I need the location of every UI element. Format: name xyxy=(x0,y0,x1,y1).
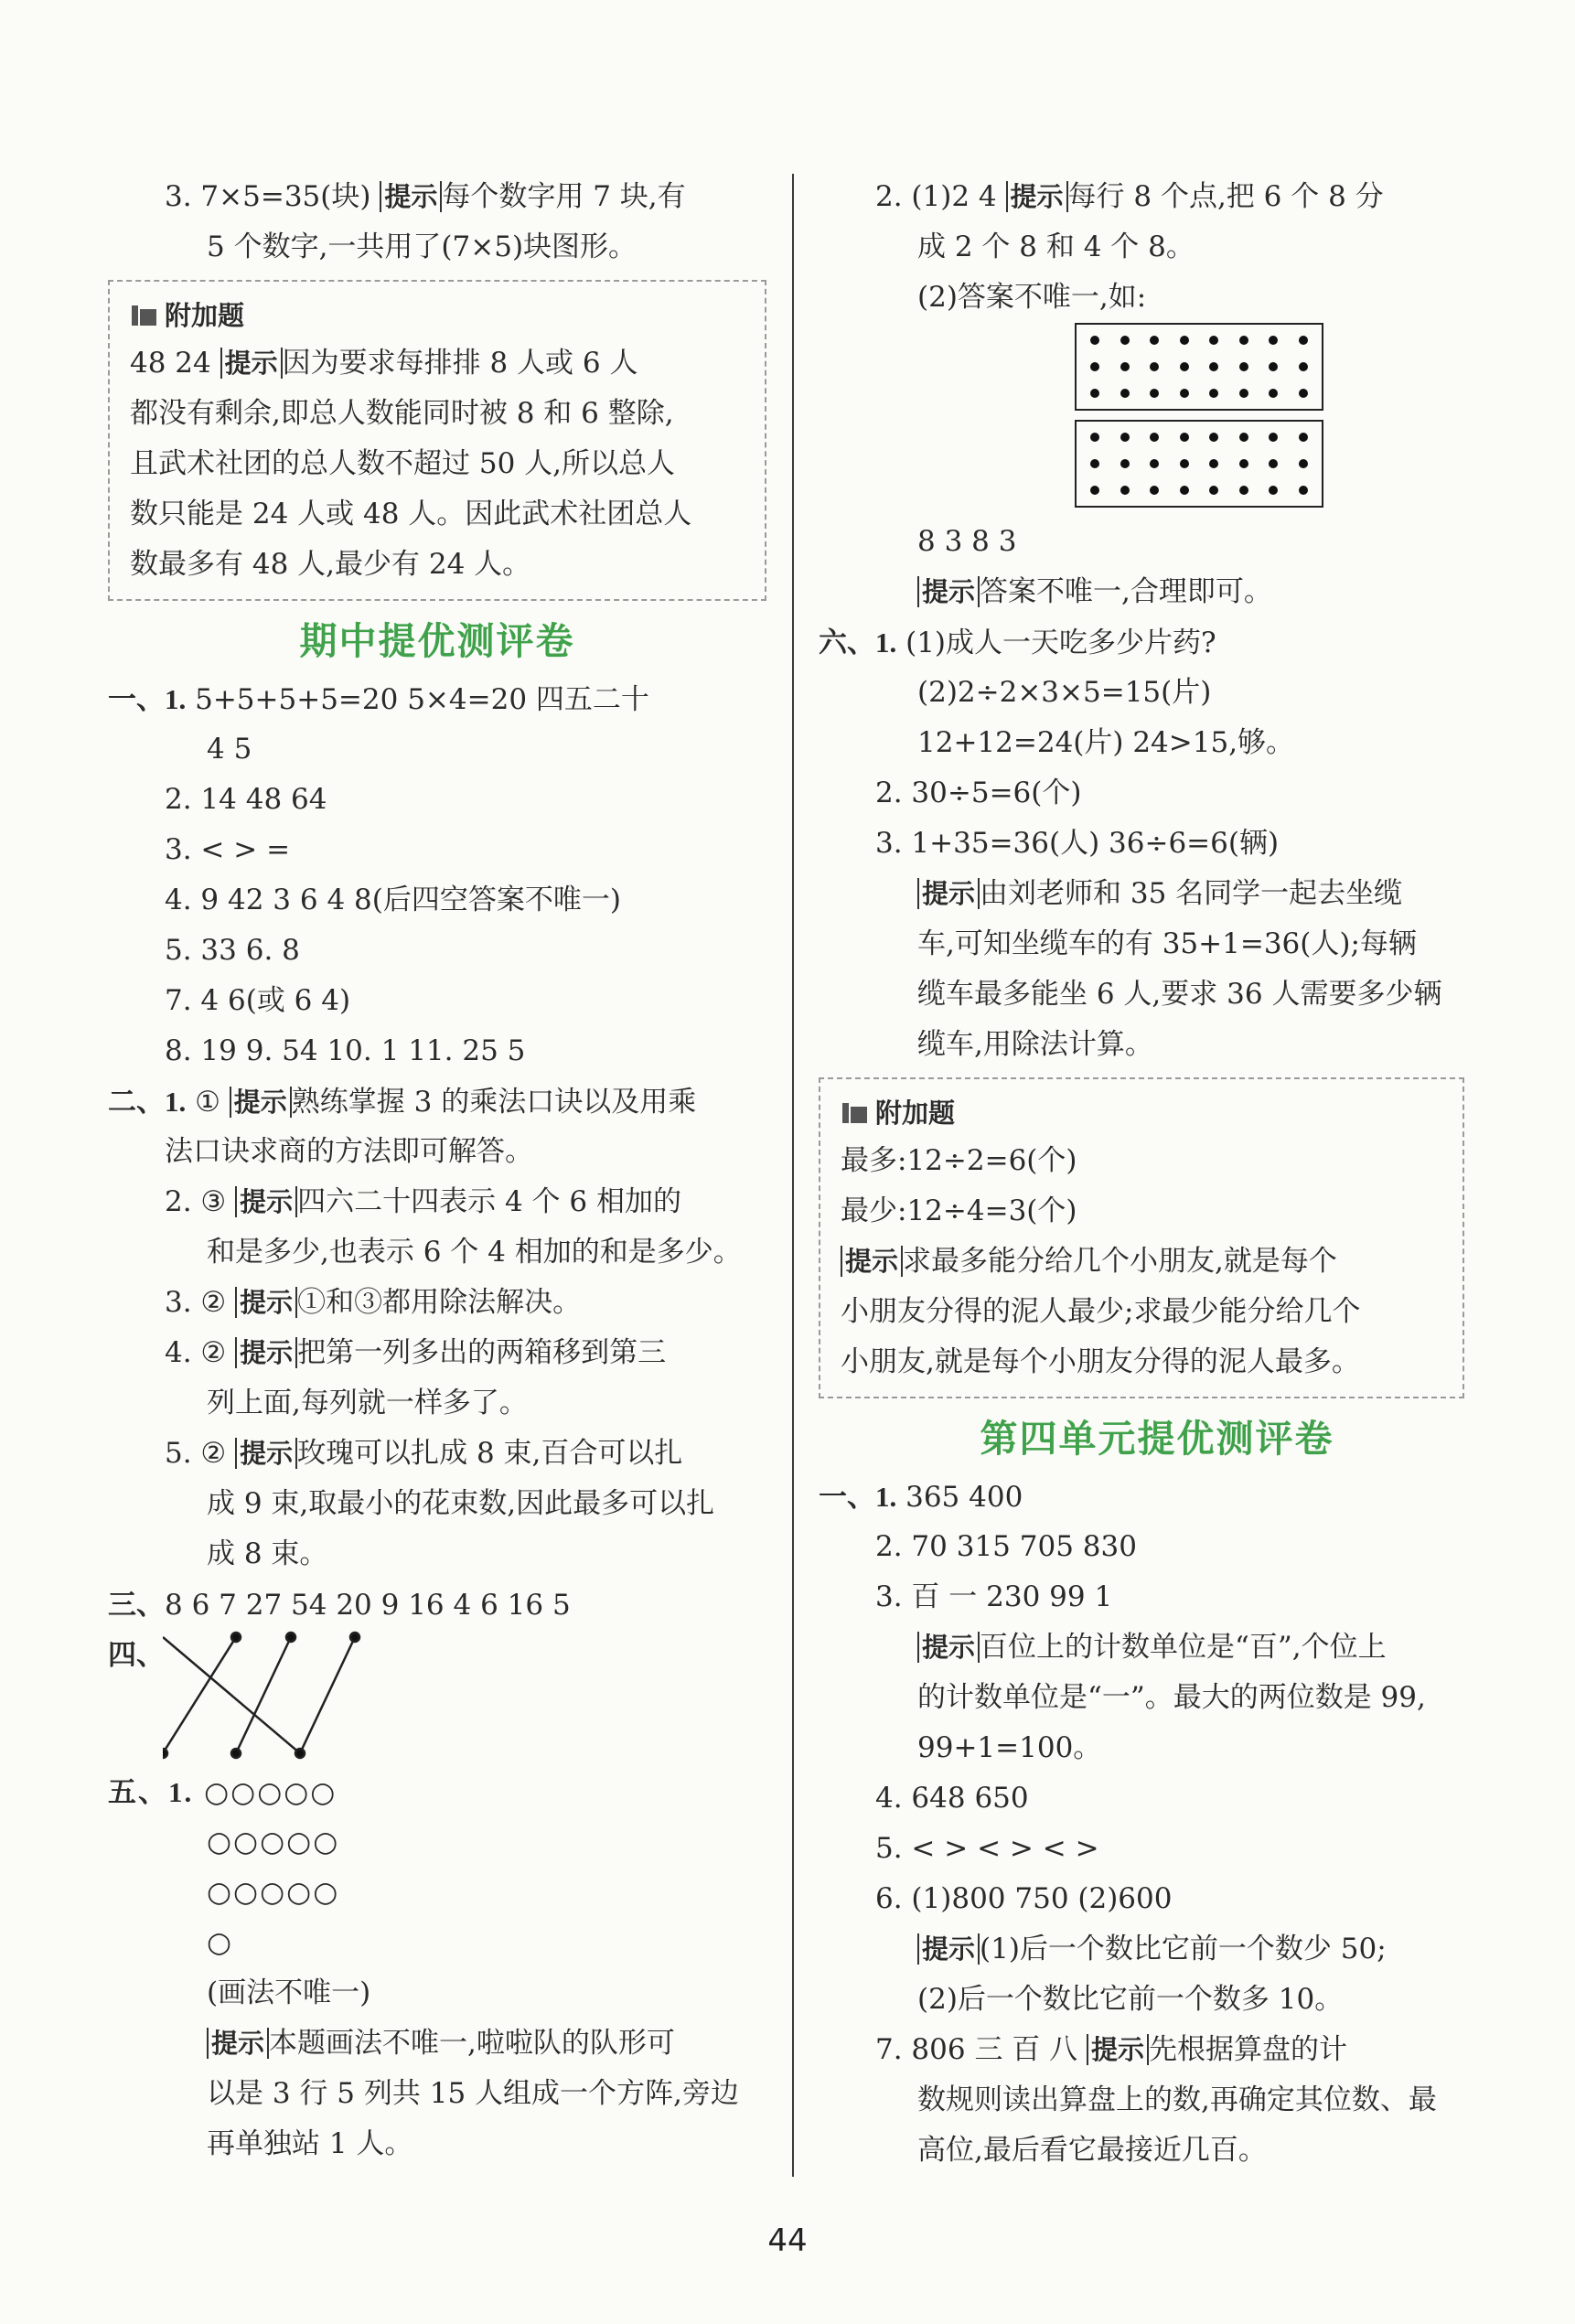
s5-row1: 五、1. ○○○○○ xyxy=(108,1776,338,1809)
dot xyxy=(1269,433,1278,442)
tip-label: 提示 xyxy=(235,1186,297,1217)
tip-label: 提示 xyxy=(235,1337,297,1368)
extra2-l5: 小朋友,就是每个小朋友分得的泥人最多。 xyxy=(841,1345,1360,1378)
dot xyxy=(1090,362,1099,371)
r2-line1: 2. (1)2 4 提示 每行 8 个点,把 6 个 8 分 xyxy=(875,180,1384,213)
s1-q7: 7. 4 6(或 6 4) xyxy=(165,984,351,1017)
tip-label: 提示 xyxy=(207,2028,269,2059)
dot xyxy=(1150,486,1159,495)
dot xyxy=(1150,433,1159,442)
s5-l3: 再单独站 1 人。 xyxy=(207,2127,413,2160)
dot xyxy=(1090,389,1099,398)
tip-label: 提示 xyxy=(1006,181,1068,212)
dot xyxy=(1239,362,1248,371)
extra1-line3: 且武术社团的总人数不超过 50 人,所以总人 xyxy=(130,447,676,480)
u-q5: 5. < > < > < > xyxy=(875,1832,1099,1865)
midterm-title: 期中提优测评卷 xyxy=(299,619,575,663)
s2-q4-l2: 列上面,每列就一样多了。 xyxy=(207,1387,528,1419)
dot xyxy=(1180,459,1189,468)
dot-panel-top xyxy=(1075,323,1323,411)
s2-q1-l2: 法口诀求商的方法即可解答。 xyxy=(165,1135,533,1168)
dot xyxy=(1209,336,1218,345)
s5-row3: ○○○○○ xyxy=(207,1876,340,1909)
s2-q3: 3. ② 提示 ①和③都用除法解决。 xyxy=(165,1286,582,1319)
dot xyxy=(1269,336,1278,345)
r2-values: 8 3 8 3 xyxy=(917,525,1017,558)
r2-line2: 成 2 个 8 和 4 个 8。 xyxy=(917,230,1195,263)
u-q2: 2. 70 315 705 830 xyxy=(875,1530,1137,1563)
dot xyxy=(1090,433,1099,442)
dot xyxy=(1299,362,1308,371)
dot xyxy=(1299,433,1308,442)
dot xyxy=(1180,486,1189,495)
bookmark-icon xyxy=(130,304,159,327)
tip-label: 提示 xyxy=(235,1287,297,1318)
dot xyxy=(1239,433,1248,442)
extra-question-title: 附加题 xyxy=(130,293,746,338)
u-q3-tip: 提示 百位上的计数单位是“百”,个位上 xyxy=(819,1623,1495,1673)
dot xyxy=(1209,362,1218,371)
extra2-tip: 提示 求最多能分给几个小朋友,就是每个 xyxy=(841,1237,1444,1287)
s4-matching: 四、 xyxy=(108,1630,766,1767)
left-q3-line2: 5 个数字,一共用了(7×5)块图形。 xyxy=(207,230,638,263)
r2-line3: (2)答案不唯一,如: xyxy=(917,281,1147,314)
s6-tip: 提示 由刘老师和 35 名同学一起去坐缆 xyxy=(819,869,1495,919)
s2-q5-l3: 成 8 束。 xyxy=(207,1537,328,1570)
tip-label: 提示 xyxy=(380,181,442,212)
dot xyxy=(1120,336,1130,345)
dot xyxy=(1299,336,1308,345)
left-column xyxy=(108,172,766,2169)
tip-label: 提示 xyxy=(841,1246,903,1277)
dot xyxy=(1120,486,1130,495)
tip-label: 提示 xyxy=(917,576,980,607)
u-q3-l3: 99+1=100。 xyxy=(917,1731,1102,1764)
dot xyxy=(1150,389,1159,398)
s1-q3: 3. < > = xyxy=(165,833,291,866)
s2-q5-l2: 成 9 束,取最小的花束数,因此最多可以扎 xyxy=(207,1487,715,1520)
dot xyxy=(1209,389,1218,398)
dot xyxy=(1180,336,1189,345)
s1-q2: 2. 14 48 64 xyxy=(165,783,327,816)
dot xyxy=(1239,486,1248,495)
bookmark-icon xyxy=(841,1101,870,1125)
dot xyxy=(1120,433,1130,442)
s6-q2: 2. 30÷5=6(个) xyxy=(875,776,1082,809)
tip-label: 提示 xyxy=(235,1438,297,1469)
unit4-title: 第四单元提优测评卷 xyxy=(980,1417,1334,1461)
extra1-line2: 都没有剩余,即总人数能同时被 8 和 6 整除, xyxy=(130,397,674,430)
tip-label: 提示 xyxy=(1087,2034,1149,2065)
extra-question-title: 附加题 xyxy=(841,1090,1444,1136)
u-q7-l2: 数规则读出算盘上的数,再确定其位数、最 xyxy=(917,2083,1437,2116)
extra-question-box-1 xyxy=(108,280,766,601)
s1-q4: 4. 9 42 3 6 4 8(后四空答案不唯一) xyxy=(165,884,621,916)
tip-label: 提示 xyxy=(230,1087,292,1118)
dot xyxy=(1299,486,1308,495)
dot xyxy=(1180,433,1189,442)
dot xyxy=(1090,486,1099,495)
s6-q1a: 六、1. (1)成人一天吃多少片药? xyxy=(819,627,1216,659)
dot xyxy=(1209,433,1218,442)
extra2-l1: 最多:12÷2=6(个) xyxy=(841,1144,1077,1177)
s5-l2: 以是 3 行 5 列共 15 人组成一个方阵,旁边 xyxy=(207,2077,739,2110)
dot-grid-figure xyxy=(1075,323,1331,508)
s2-q1: 二、1. ① 提示 熟练掌握 3 的乘法口诀以及用乘 xyxy=(108,1086,697,1119)
s1-q1: 一、1. 5+5+5+5=20 5×4=20 四五二十 xyxy=(108,683,649,716)
left-q3-line1: 3. 7×5=35(块) 提示 每个数字用 7 块,有 xyxy=(165,180,686,213)
u-q1: 一、1. 365 400 xyxy=(819,1481,1023,1514)
dot xyxy=(1120,362,1130,371)
dot xyxy=(1269,389,1278,398)
s1-q1b: 4 5 xyxy=(207,733,252,766)
s5-row4: ○ xyxy=(207,1926,234,1959)
s2-q4: 4. ② 提示 把第一列多出的两箱移到第三 xyxy=(165,1336,667,1369)
tip-label: 提示 xyxy=(917,878,980,909)
dot xyxy=(1269,486,1278,495)
s5-note: (画法不唯一) xyxy=(207,1976,371,2009)
s6-q1b: (2)2÷2×3×5=15(片) xyxy=(917,676,1212,709)
tip-label: 提示 xyxy=(220,348,283,379)
dot xyxy=(1299,389,1308,398)
s3-values: 三、8 6 7 27 54 20 9 16 4 6 16 5 xyxy=(108,1589,571,1622)
s2-q5: 5. ② 提示 玫瑰可以扎成 8 束,百合可以扎 xyxy=(165,1437,683,1470)
dot xyxy=(1299,459,1308,468)
u-q3: 3. 百 一 230 99 1 xyxy=(875,1580,1113,1613)
s6-q3: 3. 1+35=36(人) 36÷6=6(辆) xyxy=(875,827,1280,860)
extra-question-box-2 xyxy=(819,1077,1464,1398)
dot xyxy=(1209,459,1218,468)
extra1-line1: 48 24 提示 因为要求每排排 8 人或 6 人 xyxy=(130,347,638,380)
u-q3-l2: 的计数单位是“一”。最大的两位数是 99, xyxy=(917,1681,1426,1714)
dot xyxy=(1090,459,1099,468)
u-q7-l3: 高位,最后看它最接近几百。 xyxy=(917,2134,1267,2167)
dot xyxy=(1239,459,1248,468)
extra1-line5: 数最多有 48 人,最少有 24 人。 xyxy=(130,548,531,581)
column-divider xyxy=(792,174,794,2177)
dot xyxy=(1180,362,1189,371)
s2-q2-l2: 和是多少,也表示 6 个 4 相加的和是多少。 xyxy=(207,1236,742,1269)
s5-tip: 提示 本题画法不唯一,啦啦队的队形可 xyxy=(108,2019,766,2069)
s6-l2: 车,可知坐缆车的有 35+1=36(人);每辆 xyxy=(917,927,1417,960)
u-q6-tip: 提示 (1)后一个数比它前一个数少 50; xyxy=(819,1924,1495,1975)
dot xyxy=(1090,336,1099,345)
s1-q5: 5. 33 6. 8 xyxy=(165,934,300,967)
dot xyxy=(1269,459,1278,468)
dot xyxy=(1209,486,1218,495)
s2-q2: 2. ③ 提示 四六二十四表示 4 个 6 相加的 xyxy=(165,1185,681,1218)
s6-l3: 缆车最多能坐 6 人,要求 36 人需要多少辆 xyxy=(917,978,1442,1011)
dot xyxy=(1239,389,1248,398)
s6-l4: 缆车,用除法计算。 xyxy=(917,1028,1153,1061)
dot xyxy=(1120,459,1130,468)
u-q7: 7. 806 三 百 八 提示 先根据算盘的计 xyxy=(875,2033,1348,2066)
dot xyxy=(1120,389,1130,398)
dot xyxy=(1150,336,1159,345)
s5-row2: ○○○○○ xyxy=(207,1826,340,1858)
dot xyxy=(1239,336,1248,345)
right-column xyxy=(819,172,1495,2176)
matching-lines-figure xyxy=(163,1630,401,1767)
extra1-line4: 数只能是 24 人或 48 人。因此武术社团总人 xyxy=(130,498,692,530)
tip-label: 提示 xyxy=(917,1933,980,1965)
dot xyxy=(1150,362,1159,371)
extra2-l2: 最少:12÷4=3(个) xyxy=(841,1194,1077,1227)
extra2-l4: 小朋友分得的泥人最少;求最少能分给几个 xyxy=(841,1295,1361,1328)
tip-label: 提示 xyxy=(917,1632,980,1663)
page-number: 44 xyxy=(767,2222,808,2259)
dot xyxy=(1269,362,1278,371)
u-q6-l2: (2)后一个数比它前一个数多 10。 xyxy=(917,1983,1344,2016)
s6-q1c: 12+12=24(片) 24>15,够。 xyxy=(917,726,1295,759)
dot-panel-bottom xyxy=(1075,420,1323,508)
s1-q8: 8. 19 9. 54 10. 1 11. 25 5 xyxy=(165,1034,526,1067)
dot xyxy=(1180,389,1189,398)
r2-tip2: 提示 答案不唯一,合理即可。 xyxy=(819,567,1495,617)
dot xyxy=(1150,459,1159,468)
u-q6: 6. (1)800 750 (2)600 xyxy=(875,1882,1173,1915)
u-q4: 4. 648 650 xyxy=(875,1782,1029,1815)
